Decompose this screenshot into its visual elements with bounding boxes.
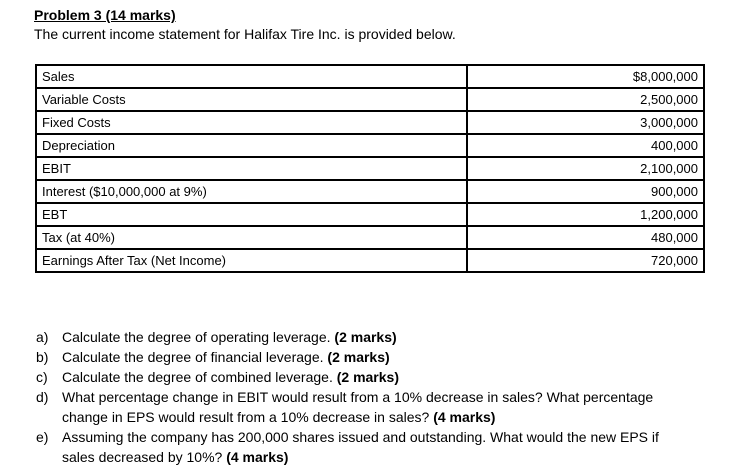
row-label-interest: Interest ($10,000,000 at 9%) (36, 180, 467, 203)
row-label-ebt: EBT (36, 203, 467, 226)
question-item-b (34, 347, 694, 367)
question-marks: (4 marks) (226, 449, 289, 465)
question-list (34, 327, 694, 467)
question-item-a (34, 327, 694, 347)
question-text: Calculate the degree of operating leverage. (62, 329, 331, 345)
table-row (36, 157, 704, 180)
question-text: Calculate the degree of financial leverage. (62, 349, 324, 365)
row-amount-depreciation: 400,000 (467, 134, 704, 157)
row-amount-ebit: 2,100,000 (467, 157, 704, 180)
question-text: Assuming the company has 200,000 shares issued and outstanding. What would the new EPS if sales decreased by 10%? (62, 429, 659, 465)
row-amount-tax: 480,000 (467, 226, 704, 249)
row-amount-ebt: 1,200,000 (467, 203, 704, 226)
row-label-fixed-costs: Fixed Costs (36, 111, 467, 134)
row-amount-fixed-costs: 3,000,000 (467, 111, 704, 134)
row-label-depreciation: Depreciation (36, 134, 467, 157)
row-label-sales: Sales (36, 65, 467, 88)
problem-intro: The current income statement for Halifax Tire Inc. is provided below. (34, 26, 456, 42)
table-row (36, 134, 704, 157)
table-row (36, 88, 704, 111)
table-row (36, 249, 704, 272)
question-marks: (4 marks) (433, 409, 496, 425)
income-statement-table (35, 64, 705, 273)
question-item-c (34, 367, 694, 387)
question-marks: (2 marks) (336, 369, 399, 385)
question-marker: a) (36, 329, 49, 345)
row-label-tax: Tax (at 40%) (36, 226, 467, 249)
problem-heading: Problem 3 (14 marks) (34, 7, 176, 23)
question-marks: (2 marks) (334, 329, 397, 345)
table-row (36, 203, 704, 226)
table-row (36, 111, 704, 134)
question-marker: d) (36, 389, 49, 405)
question-marker: c) (36, 369, 48, 385)
row-label-ebit: EBIT (36, 157, 467, 180)
row-amount-sales: $8,000,000 (467, 65, 704, 88)
row-amount-variable-costs: 2,500,000 (467, 88, 704, 111)
question-item-d (34, 387, 694, 427)
question-marker: e) (36, 429, 49, 445)
question-marker: b) (36, 349, 49, 365)
row-label-variable-costs: Variable Costs (36, 88, 467, 111)
question-text: Calculate the degree of combined leverage. (62, 369, 333, 385)
row-amount-net-income: 720,000 (467, 249, 704, 272)
question-item-e (34, 427, 694, 467)
row-amount-interest: 900,000 (467, 180, 704, 203)
row-label-net-income: Earnings After Tax (Net Income) (36, 249, 467, 272)
question-text: What percentage change in EBIT would result from a 10% decrease in sales? What percentage change in EPS would result from a 10% decrease in sales? (62, 389, 654, 425)
table-row (36, 65, 704, 88)
table-row (36, 226, 704, 249)
question-marks: (2 marks) (327, 349, 390, 365)
table-row (36, 180, 704, 203)
